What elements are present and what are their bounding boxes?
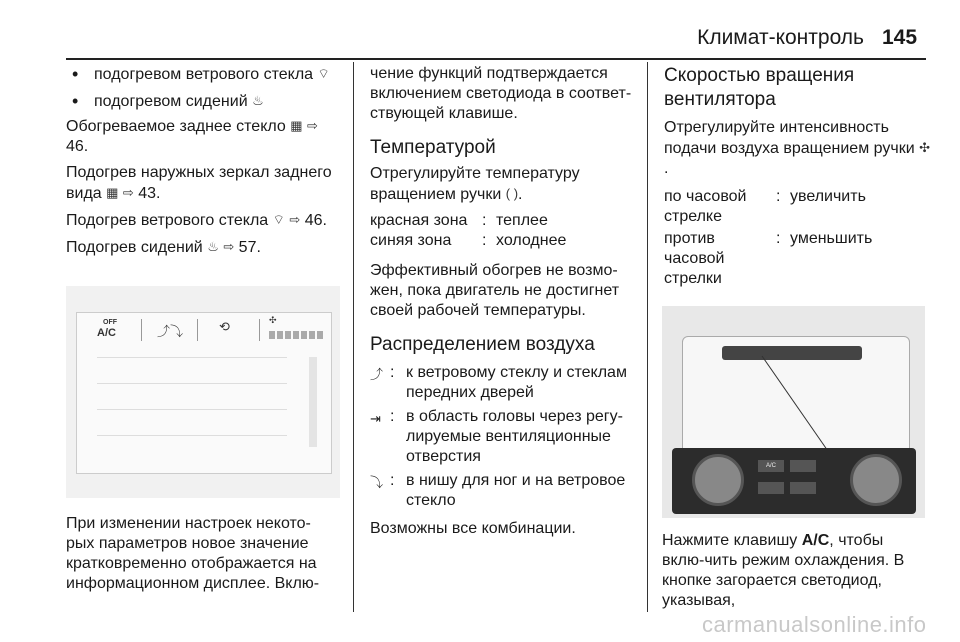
rear-window-para: Обогреваемое заднее стекло ▦ ⇨ 46. [66, 118, 318, 155]
bullet-windscreen: • подогревом ветрового стекла ⌔ [66, 64, 338, 85]
info-display-illustration [66, 286, 340, 498]
ref-arrow-icon: ⇨ [307, 118, 318, 133]
display-separator [141, 319, 142, 341]
rear-window-icon: ▦ [106, 185, 119, 200]
combinations-para: Возможны все комбинации. [370, 520, 576, 537]
heading-temperature: Температурой [370, 137, 496, 158]
bullet-seats: • подогревом сидений ♨ [66, 91, 338, 112]
display-ac-label: A/C [97, 327, 116, 339]
left-knob [692, 454, 744, 506]
windscreen-heat-icon: ⌔ [317, 66, 330, 81]
recirculation-icon: ⟲ [219, 319, 230, 334]
display-change-para: При изменении настроек некото-рых параметров новое значение кратковременно отображается на информационном дисплее. Вклю- [66, 515, 320, 592]
airflow-windscreen-icon: ⤴ [370, 367, 384, 382]
temperature-knob-icon: ( ) [505, 186, 519, 201]
heading-air-distribution: Распределением воздуха [370, 334, 595, 355]
display-scrollbar [309, 357, 317, 447]
display-off-label: OFF [103, 319, 117, 326]
fan-icon: ✣ [269, 315, 277, 325]
heating-note-para: Эффективный обогрев не возмо-жен, пока двигатель не достигнет своей рабочей температуры. [370, 262, 620, 319]
console-button [790, 482, 816, 494]
display-line [97, 409, 287, 410]
page-header-title: Климат-контроль [697, 26, 864, 49]
display-line [97, 383, 287, 384]
display-line [97, 435, 287, 436]
table-row: против часовой стрелки : уменьшить [664, 230, 873, 287]
display-separator [197, 319, 198, 341]
display-line [97, 357, 287, 358]
list-item: ⤴ : к ветровому стеклу и стеклам передних дверей [370, 364, 627, 401]
mirrors-para: Подогрев наружных зеркал заднего вида ▦ ⇨ 43. [66, 164, 332, 202]
air-distribution-icon: ⤴⤵ [157, 324, 184, 339]
right-knob [850, 454, 902, 506]
page-number: 145 [882, 26, 918, 49]
table-row: синяя зона : холоднее [370, 232, 567, 249]
confirm-para: чение функций подтверждается включением светодиода в соответ-ствующей клавише. [370, 65, 632, 122]
temperature-table [370, 211, 634, 251]
ref-arrow-icon: ⇨ [223, 239, 235, 254]
windscreen-para: Подогрев ветрового стекла ⌔ ⇨ 46. [66, 212, 327, 229]
fan-para: Отрегулируйте интенсивность подачи воздуха вращением ручки ✣. [664, 119, 930, 177]
column-divider-left [353, 62, 354, 612]
header-rule [66, 58, 926, 60]
ac-key-label: A/C [801, 532, 830, 549]
column-3 [664, 64, 930, 327]
airflow-feet-icon: ⤵ [370, 475, 384, 490]
temperature-para: Отрегулируйте температуру вращением ручки ( ). [370, 165, 580, 203]
console-button [758, 482, 784, 494]
seat-heat-icon: ♨ [207, 239, 219, 254]
watermark: carmanualsonline.info [702, 612, 927, 637]
ac-para: Нажмите клавишу A/C, чтобы вклю-чить режим охлаждения. В кнопке загорается светодиод, указывая, [662, 532, 905, 609]
ac-button: A/C [758, 460, 784, 472]
display-screen [76, 312, 332, 474]
column-2 [370, 64, 634, 539]
ref-arrow-icon: ⇨ [122, 185, 134, 200]
display-separator [259, 319, 260, 341]
airflow-list [370, 363, 634, 511]
table-row: по часовой стрелке : увеличить [664, 188, 866, 225]
table-row: красная зона : теплее [370, 212, 548, 229]
seats-para: Подогрев сидений ♨ ⇨ 57. [66, 239, 261, 256]
fan-level-bar [269, 331, 325, 339]
console-illustration [662, 306, 925, 518]
column-1 [66, 64, 338, 258]
column-divider-right [647, 62, 648, 612]
seat-heat-icon: ♨ [252, 93, 264, 108]
ref-arrow-icon: ⇨ [289, 212, 301, 227]
console-button [790, 460, 816, 472]
list-item: ⇥ : в область головы через регу-лируемые вентиляционные отверстия [370, 408, 623, 465]
rear-window-icon: ▦ [290, 118, 303, 133]
airflow-head-icon: ⇥ [370, 411, 381, 426]
fan-table [664, 187, 930, 289]
fan-icon: ✣ [919, 140, 930, 155]
heading-fan-speed: Скоростью вращения вентилятора [664, 65, 855, 110]
windscreen-heat-icon: ⌔ [272, 212, 285, 227]
list-item: ⤵ : в нишу для ног и на ветровое стекло [370, 472, 626, 509]
